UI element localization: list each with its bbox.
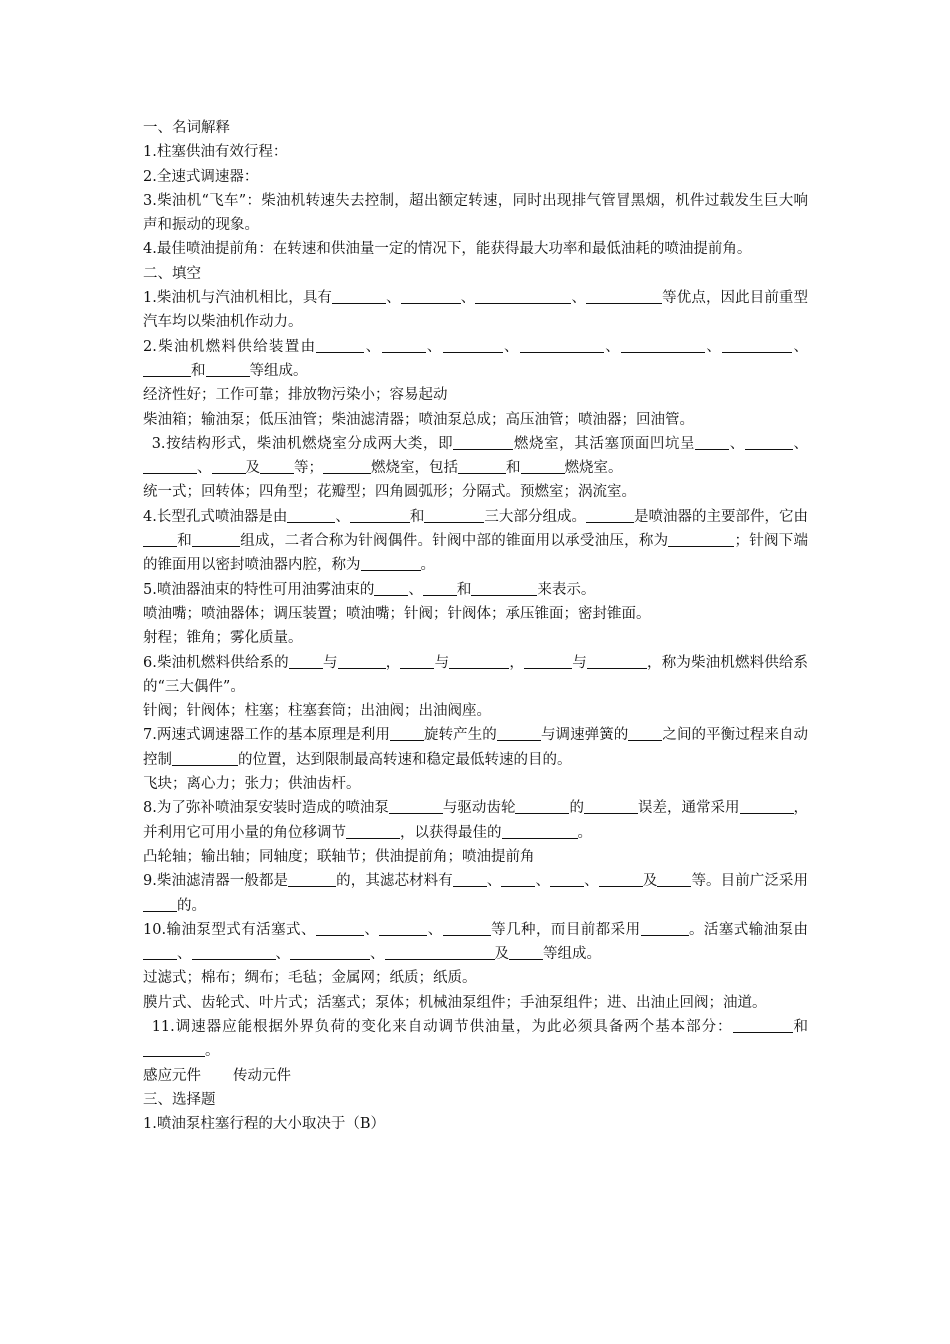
fill-answer: 凸轮轴；输出轴；同轴度；联轴节；供油提前角；喷油提前角 (143, 848, 535, 865)
answer-blank (471, 580, 537, 596)
answer-blank (497, 725, 541, 741)
answer-blank (379, 920, 427, 936)
fill-answer: 针阀；针阀体；柱塞；柱塞套筒；出油阀；出油阀座。 (143, 703, 491, 720)
answer-blank (385, 944, 495, 960)
answer-blank (521, 458, 565, 474)
choice-question: 1.喷油泵柱塞行程的大小取决于（B） (143, 1116, 385, 1133)
answer-blank (143, 361, 191, 377)
fill-question: 4.长型孔式喷油器是由 、 和 三大部分组成。 是喷油器的主要部件，它由和 组成，二者合称为针阀偶件。针阀中部的锥面用以承受油压，称为 ；针阀下端的锥面用以密封喷油器内腔，称为 。 (143, 508, 809, 574)
answer-blank (290, 944, 370, 960)
fill-question: 7.两速式调速器工作的基本原理是利用 旋转产生的 与调速弹簧的 之间的平衡过程来自动控制 的位置，达到限制最高转速和稳定最低转速的目的。 (143, 727, 809, 768)
answer-blank (641, 920, 689, 936)
answer-blank (695, 434, 729, 450)
answer-blank (389, 798, 443, 814)
fill-question: 3.按结构形式，柴油机燃烧室分成两大类，即 燃烧室，其活塞顶面凹坑呈 、 、、 及 等； 燃烧室，包括 和 燃烧室。 (143, 432, 808, 481)
answer-blank (424, 507, 484, 523)
answer-blank (143, 944, 177, 960)
answer-blank (316, 920, 364, 936)
answer-blank (423, 580, 457, 596)
fill-answer: 统一式；回转体；四角型；花瓣型；四角圆弧形；分隔式。预燃室；涡流室。 (143, 484, 636, 501)
fill-question: 9.柴油滤清器一般都是 的，其滤芯材料有 、 、 、 及 等。目前广泛采用的。 (143, 873, 809, 914)
answer-blank (346, 823, 400, 839)
fill-answer: 柴油箱；输油泵；低压油管；柴油滤清器；喷油泵总成；高压油管；喷油器；回油管。 (143, 411, 694, 428)
fill-answer: 感应元件 传动元件 (143, 1067, 291, 1084)
answer-blank (443, 920, 491, 936)
fill-answer: 膜片式、齿轮式、叶片式；活塞式；泵体；机械油泵组件；手油泵组件；进、出油止回阀；油道。 (143, 994, 767, 1011)
fill-answer: 过滤式；棉布；绸布；毛毡；金属网；纸质；纸质。 (143, 970, 477, 987)
answer-blank (740, 798, 794, 814)
answer-blank (192, 531, 240, 547)
answer-blank (316, 337, 364, 353)
answer-blank (475, 288, 571, 304)
answer-blank (400, 653, 434, 669)
answer-blank (143, 531, 177, 547)
answer-blank (287, 507, 335, 523)
fill-question: 2.柴油机燃料供给装置由 、 、 、 、 、 、和 等组成。 (143, 338, 809, 379)
answer-blank (288, 871, 336, 887)
fill-question: 6.柴油机燃料供给系的 与 ， 与 ， 与 ，称为柴油机燃料供给系的“三大偶件”。 (143, 654, 809, 695)
answer-blank (586, 507, 634, 523)
answer-blank (501, 871, 535, 887)
fill-answer: 射程；锥角；雾化质量。 (143, 630, 303, 647)
fill-question: 11.调速器应能根据外界负荷的变化来自动调节供油量，为此必须具备两个基本部分： 和。 (143, 1015, 808, 1064)
fill-question: 10.输油泵型式有活塞式、 、 、 等几种，而目前都采用 。活塞式输油泵由、 、 、 及 等组成。 (143, 921, 809, 963)
answer-blank (599, 871, 643, 887)
answer-blank (745, 434, 793, 450)
answer-blank (520, 337, 604, 353)
answer-blank (260, 458, 294, 474)
answer-blank (584, 798, 638, 814)
answer-blank (323, 458, 371, 474)
answer-blank (621, 337, 705, 353)
answer-blank (515, 798, 569, 814)
answer-blank (401, 288, 461, 304)
definition-item: 3.柴油机“飞车”：柴油机转速失去控制，超出额定转速，同时出现排气管冒黑烟，机件过载发生巨大响声和振动的现象。 (143, 192, 808, 234)
answer-blank (289, 653, 323, 669)
answer-blank (449, 653, 509, 669)
fill-question: 1.柴油机与汽油机相比，具有 、 、 、 等优点，因此目前重型汽车均以柴油机作动力。 (143, 290, 809, 331)
answer-blank (722, 337, 792, 353)
answer-blank (628, 725, 662, 741)
answer-blank (668, 531, 734, 547)
answer-blank (587, 653, 647, 669)
definition-item: 4.最佳喷油提前角：在转速和供油量一定的情况下，能获得最大功率和最低油耗的喷油提前角。 (143, 241, 752, 258)
answer-blank (657, 871, 691, 887)
definition-item: 1.柱塞供油有效行程： (143, 144, 288, 161)
answer-blank (192, 944, 276, 960)
fill-answer: 喷油嘴；喷油器体；调压装置；喷油嘴；针阀；针阀体；承压锥面；密封锥面。 (143, 605, 651, 622)
answer-blank (332, 288, 386, 304)
answer-blank (509, 944, 543, 960)
section-heading: 二、填空 (143, 265, 201, 282)
answer-blank (206, 361, 250, 377)
answer-blank (382, 337, 426, 353)
answer-blank (453, 434, 513, 450)
document-page (143, 116, 808, 1136)
answer-blank (390, 725, 424, 741)
answer-blank (453, 871, 487, 887)
answer-blank (143, 1041, 205, 1057)
answer-blank (143, 458, 197, 474)
fill-answer: 经济性好；工作可靠；排放物污染小；容易起动 (143, 387, 448, 404)
answer-blank (733, 1017, 793, 1033)
answer-blank (338, 653, 386, 669)
answer-blank (524, 653, 572, 669)
section-heading: 三、选择题 (143, 1091, 216, 1108)
answer-blank (361, 555, 421, 571)
fill-answer: 飞块；离心力；张力；供油齿杆。 (143, 776, 361, 793)
definition-item: 2.全速式调速器： (143, 168, 259, 185)
section-heading: 一、名词解释 (143, 120, 230, 136)
fill-question: 8.为了弥补喷油泵安装时造成的喷油泵 与驱动齿轮 的 误差，通常采用 ，并利用它可用小量的角位移调节 ，以获得最佳的 。 (143, 800, 809, 841)
answer-blank (212, 458, 246, 474)
answer-blank (443, 337, 503, 353)
answer-blank (143, 896, 177, 912)
answer-blank (502, 823, 578, 839)
answer-blank (550, 871, 584, 887)
fill-question: 5.喷油器油束的特性可用油雾油束的 、 和 来表示。 (143, 581, 596, 598)
answer-blank (172, 750, 238, 766)
answer-blank (350, 507, 410, 523)
answer-blank (586, 288, 662, 304)
answer-blank (374, 580, 408, 596)
answer-blank (458, 458, 506, 474)
